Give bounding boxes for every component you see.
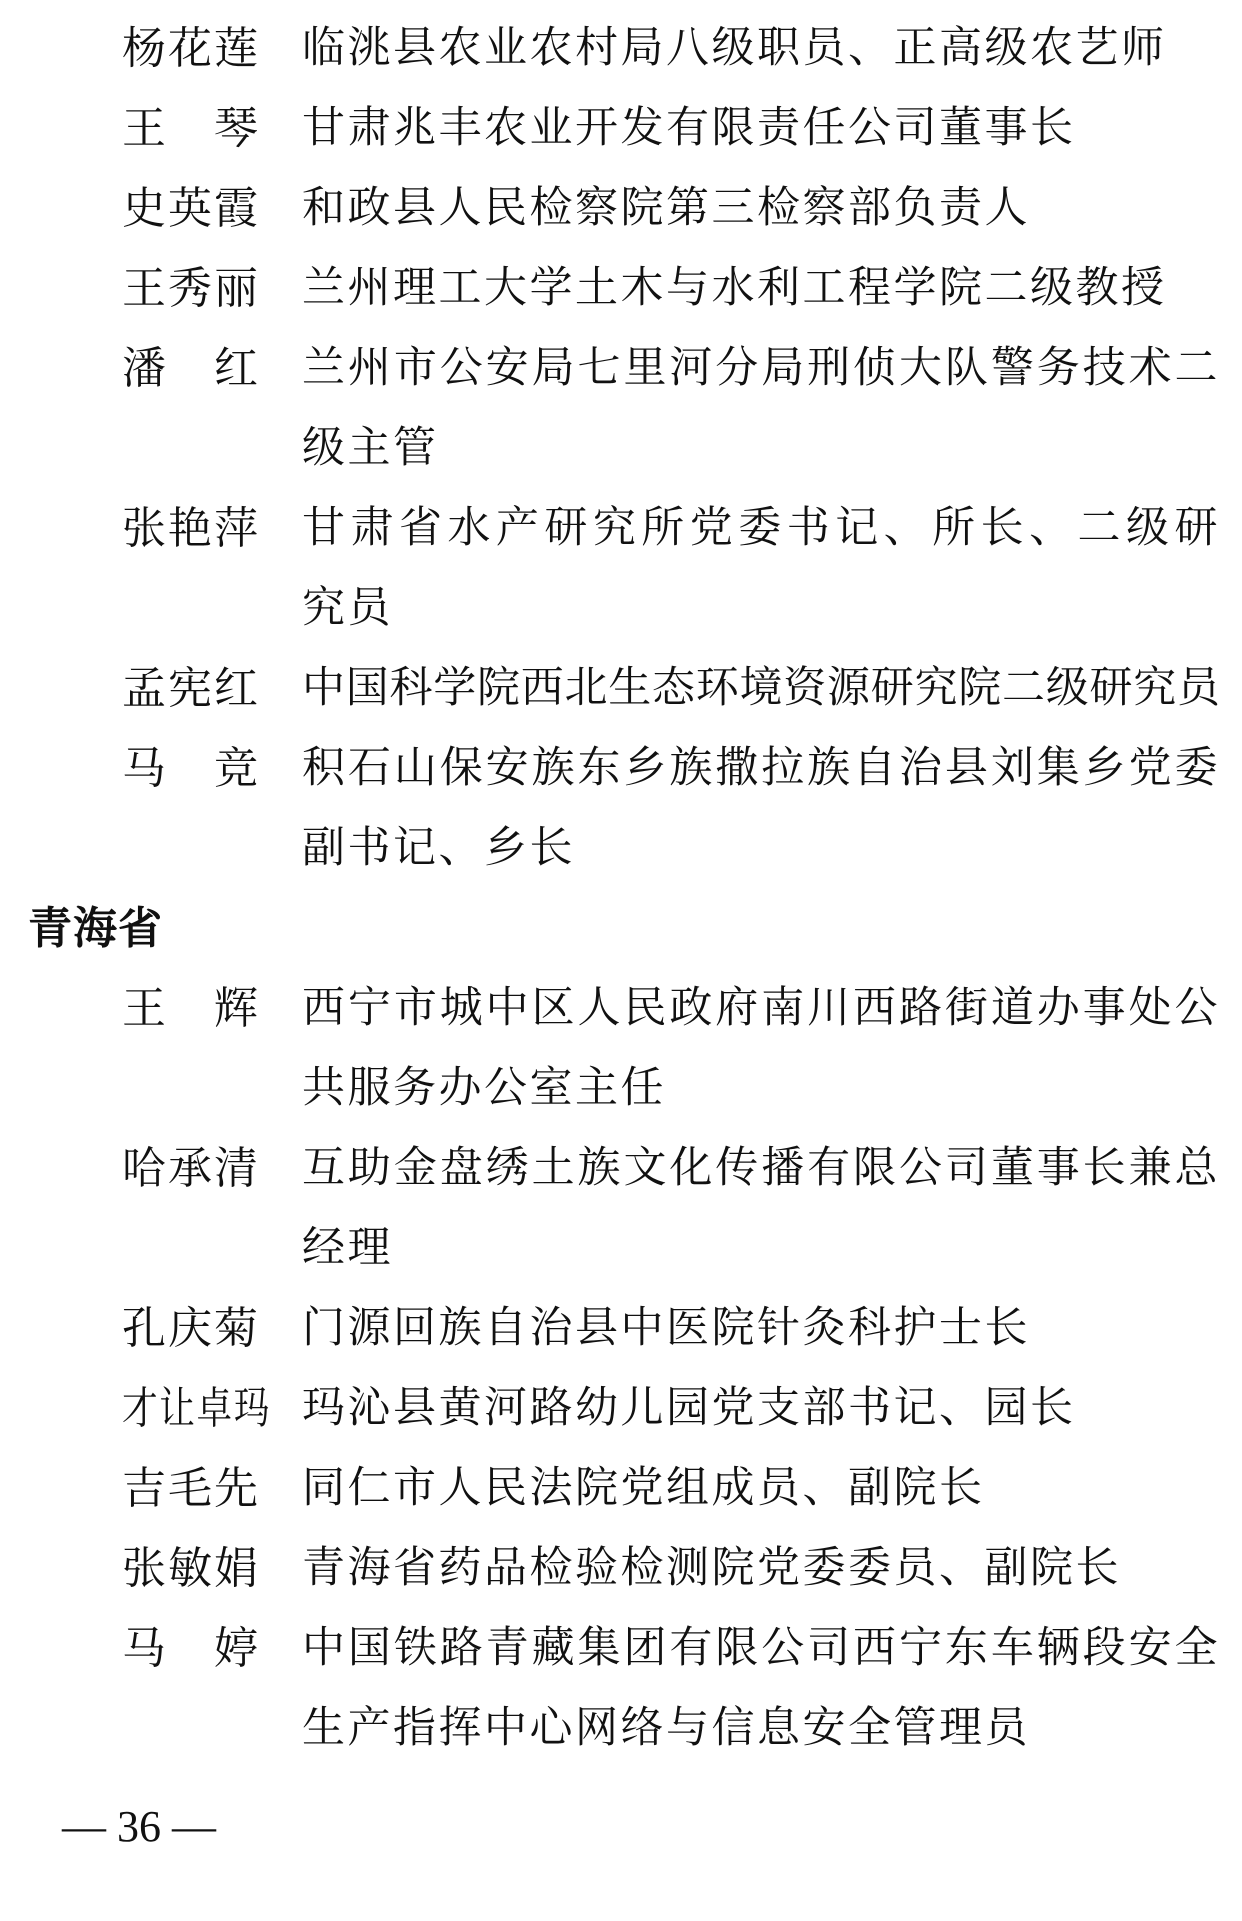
entry-name: 马 婷 <box>122 1624 260 1673</box>
entry-name: 哈承清 <box>122 1144 260 1193</box>
entry-row <box>0 649 1242 729</box>
entry-name: 马 竞 <box>122 744 260 793</box>
entry-title-line: 甘肃兆丰农业开发有限责任公司董事长 <box>302 105 1076 152</box>
entry-name: 史英霞 <box>122 184 260 233</box>
entry-name: 王 辉 <box>122 984 260 1033</box>
entry-row <box>0 1129 1242 1289</box>
entry-title-line: 中国科学院西北生态环境资源研究院二级研究员 <box>302 665 1220 712</box>
entry-title-line: 共服务办公室主任 <box>302 1065 666 1112</box>
entry-title <box>302 649 1220 729</box>
entry-title-line: 临洮县农业农村局八级职员、正高级农艺师 <box>302 25 1167 72</box>
entry-title <box>302 489 1220 649</box>
entry-title-line: 兰州理工大学土木与水利工程学院二级教授 <box>302 265 1167 312</box>
section-header-qinghai: 青海省 <box>28 904 163 953</box>
entry-row <box>0 1529 1242 1609</box>
entry-name: 王 琴 <box>122 104 260 153</box>
entry-title <box>302 1529 1220 1609</box>
entry-row <box>0 1449 1242 1529</box>
entry-name: 张艳萍 <box>122 504 260 553</box>
entry-row <box>0 9 1242 89</box>
entry-name-text: 才让卓玛 <box>122 1384 272 1433</box>
entry-title-line: 积石山保安族东乡族撒拉族自治县刘集乡党委 <box>302 745 1220 792</box>
entry-row <box>0 89 1242 169</box>
entry-title <box>302 249 1220 329</box>
entry-title <box>302 9 1220 89</box>
entry-title <box>302 729 1220 889</box>
entry-title-line: 生产指挥中心网络与信息安全管理员 <box>302 1705 1030 1752</box>
entry-row <box>0 169 1242 249</box>
entry-title-line: 同仁市人民法院党组成员、副院长 <box>302 1465 985 1512</box>
entry-title <box>302 1289 1220 1369</box>
entry-name: 潘 红 <box>122 344 260 393</box>
entry-name <box>122 1369 272 1449</box>
entry-row <box>0 1609 1242 1769</box>
entry-title-line: 青海省药品检验检测院党委委员、副院长 <box>302 1545 1121 1592</box>
entry-title <box>302 1609 1220 1769</box>
entry-name: 王秀丽 <box>122 264 260 313</box>
entry-title-line: 互助金盘绣土族文化传播有限公司董事长兼总 <box>302 1145 1220 1192</box>
entry-title <box>302 329 1220 489</box>
entry-title-line: 副书记、乡长 <box>302 825 575 872</box>
entry-title <box>302 1449 1220 1529</box>
entry-row <box>0 489 1242 649</box>
entry-title <box>302 1369 1220 1449</box>
entry-title-line: 兰州市公安局七里河分局刑侦大队警务技术二 <box>302 345 1220 392</box>
entry-name: 孔庆菊 <box>122 1304 260 1353</box>
page-number: — 36 — <box>62 1802 216 1851</box>
entry-title <box>302 89 1220 169</box>
entry-title <box>302 969 1220 1129</box>
entry-title-line: 西宁市城中区人民政府南川西路街道办事处公 <box>302 985 1220 1032</box>
entry-name: 张敏娟 <box>122 1544 260 1593</box>
entry-name: 孟宪红 <box>122 664 260 713</box>
entry-row <box>0 329 1242 489</box>
entry-title-line: 玛沁县黄河路幼儿园党支部书记、园长 <box>302 1385 1076 1432</box>
entry-name: 杨花莲 <box>122 24 260 73</box>
entry-row <box>0 249 1242 329</box>
entry-title-line: 经理 <box>302 1225 393 1272</box>
entry-title-line: 级主管 <box>302 425 439 472</box>
entry-title-line: 究员 <box>302 585 393 632</box>
entry-title-line: 中国铁路青藏集团有限公司西宁东车辆段安全 <box>302 1625 1220 1672</box>
entry-row <box>0 969 1242 1129</box>
entry-row <box>0 1289 1242 1369</box>
entry-row <box>0 729 1242 889</box>
entry-title <box>302 169 1220 249</box>
entry-name: 吉毛先 <box>122 1464 260 1513</box>
entry-title-line: 和政县人民检察院第三检察部负责人 <box>302 185 1030 232</box>
entry-title <box>302 1129 1220 1289</box>
entry-row <box>0 1369 1242 1449</box>
entry-title-line: 门源回族自治县中医院针灸科护士长 <box>302 1305 1030 1352</box>
entry-title-line: 甘肃省水产研究所党委书记、所长、二级研 <box>302 505 1220 552</box>
